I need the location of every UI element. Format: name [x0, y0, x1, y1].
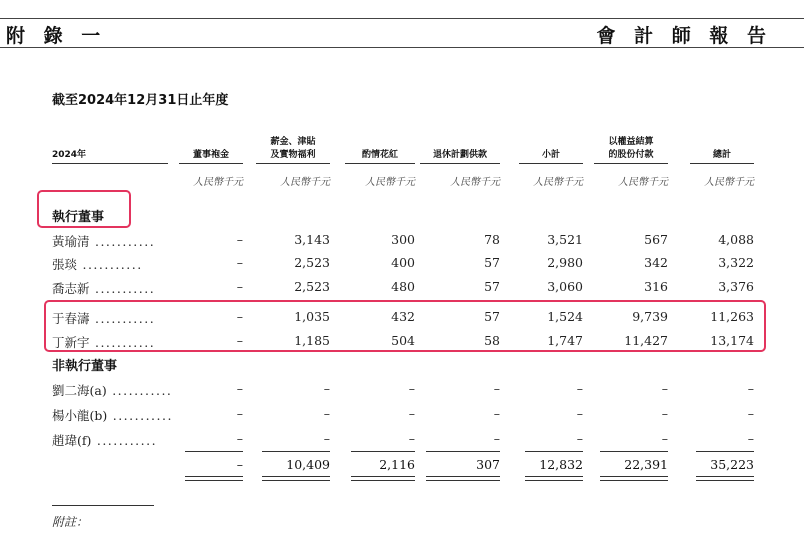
notes-label: 附註： [52, 515, 89, 529]
subtotal-rule [351, 451, 415, 452]
page-header [0, 18, 804, 48]
table-row [0, 406, 804, 426]
director-name-text: 楊小龍(b) [52, 408, 108, 423]
table-row [0, 232, 804, 252]
table-cell: – [236, 333, 243, 348]
appendix-label: 附 錄 一 [6, 25, 107, 47]
director-name-text: 劉二海(a) [52, 383, 107, 398]
table-cell: – [323, 406, 330, 421]
director-name [52, 232, 182, 250]
table-cell: 1,747 [547, 333, 583, 348]
unit-label: 人民幣千元 [618, 177, 668, 188]
total-double-rule [525, 476, 583, 481]
director-name-text: 趙瑋(f) [52, 433, 92, 448]
total-double-rule [600, 476, 668, 481]
table-cell: 57 [484, 279, 500, 294]
leader-dots: ........... [89, 234, 156, 249]
table-cell: 2,523 [294, 279, 330, 294]
director-name [52, 255, 182, 273]
leader-dots: ........... [91, 433, 158, 448]
subtotal-rule [525, 451, 583, 452]
table-cell: 3,143 [294, 232, 330, 247]
section-title: 執行董事 [52, 210, 105, 225]
notes-divider [52, 505, 154, 506]
table-cell: 316 [644, 279, 668, 294]
director-name-text: 黃瑜清 [52, 234, 90, 249]
table-cell: 57 [484, 255, 500, 270]
column-header: 董事袍金 [179, 149, 243, 164]
table-cell: – [576, 381, 583, 396]
highlight-box-section [37, 190, 131, 228]
column-header: 小計 [519, 149, 583, 164]
leader-dots: ........... [107, 408, 173, 423]
table-cell: 567 [644, 232, 668, 247]
table-cell: 2,980 [547, 255, 583, 270]
table-cell: – [576, 431, 583, 446]
table-cell: 3,322 [718, 255, 754, 270]
table-cell: 4,088 [718, 232, 754, 247]
unit-label: 人民幣千元 [704, 177, 754, 188]
table-cell: – [747, 381, 754, 396]
leader-dots: ........... [89, 311, 156, 326]
table-cell: – [236, 279, 243, 294]
subtotal-rule [426, 451, 500, 452]
table-row [0, 381, 804, 401]
unit-label: 人民幣千元 [280, 177, 330, 188]
year-column-header: 2024年 [52, 149, 168, 164]
table-cell: 432 [391, 309, 415, 324]
table-cell: 1,185 [294, 333, 330, 348]
table-cell: – [408, 431, 415, 446]
column-header: 薪金、津貼 及實物福利 [256, 136, 330, 164]
table-cell: – [323, 381, 330, 396]
table-cell: – [236, 255, 243, 270]
table-cell: – [661, 431, 668, 446]
unit-label: 人民幣千元 [193, 177, 243, 188]
table-cell: 300 [391, 232, 415, 247]
table-cell: 342 [644, 255, 668, 270]
table-cell: 2,523 [294, 255, 330, 270]
table-cell: 13,174 [710, 333, 754, 348]
unit-label: 人民幣千元 [365, 177, 415, 188]
table-cell: 504 [391, 333, 415, 348]
subtotal-rule [185, 451, 243, 452]
director-name [52, 431, 182, 449]
total-cell: 22,391 [624, 457, 668, 472]
subtotal-rule [600, 451, 668, 452]
table-cell: 3,521 [547, 232, 583, 247]
total-cell: – [236, 457, 243, 472]
director-name-text: 于春濤 [52, 311, 90, 326]
unit-label: 人民幣千元 [533, 177, 583, 188]
highlight-box-rows [44, 300, 766, 352]
table-row [0, 431, 804, 451]
table-cell: 400 [391, 255, 415, 270]
total-double-rule [262, 476, 330, 481]
table-cell: 11,427 [624, 333, 668, 348]
director-name [52, 406, 182, 424]
total-double-rule [351, 476, 415, 481]
table-cell: – [408, 381, 415, 396]
total-double-rule [696, 476, 754, 481]
unit-label: 人民幣千元 [450, 177, 500, 188]
table-cell: – [661, 406, 668, 421]
column-header: 退休計劃供款 [420, 149, 500, 164]
section-title: 非執行董事 [52, 359, 118, 374]
table-row [0, 279, 804, 299]
leader-dots: ........... [89, 335, 156, 350]
table-cell: – [576, 406, 583, 421]
table-cell: 9,739 [632, 309, 668, 324]
table-cell: – [236, 232, 243, 247]
table-cell: – [493, 381, 500, 396]
period-title: 截至2024年12月31日止年度 [52, 93, 229, 108]
column-header: 總計 [690, 149, 754, 164]
table-row [0, 255, 804, 275]
table-cell: 78 [484, 232, 500, 247]
table-cell: – [236, 381, 243, 396]
director-name-text: 丁新宇 [52, 335, 90, 350]
subtotal-rule [262, 451, 330, 452]
table-cell: 480 [391, 279, 415, 294]
table-cell: 11,263 [710, 309, 754, 324]
column-header: 酌情花紅 [345, 149, 415, 164]
table-cell: – [408, 406, 415, 421]
report-title: 會 計 師 報 告 [596, 25, 772, 47]
director-name-text: 張琰 [52, 257, 78, 272]
director-name-text: 喬志新 [52, 281, 90, 296]
table-cell: 3,376 [718, 279, 754, 294]
table-cell: – [323, 431, 330, 446]
table-cell: – [747, 406, 754, 421]
total-cell: 12,832 [539, 457, 583, 472]
total-double-rule [426, 476, 500, 481]
leader-dots: ........... [77, 257, 143, 272]
subtotal-rule [696, 451, 754, 452]
total-cell: 10,409 [286, 457, 330, 472]
table-cell: 58 [484, 333, 500, 348]
table-cell: 1,524 [547, 309, 583, 324]
total-cell: 2,116 [379, 457, 415, 472]
table-cell: 3,060 [547, 279, 583, 294]
director-name [52, 279, 182, 297]
table-cell: – [236, 431, 243, 446]
table-cell: – [493, 431, 500, 446]
total-cell: 307 [476, 457, 500, 472]
table-cell: – [747, 431, 754, 446]
table-cell: – [236, 309, 243, 324]
table-cell: 57 [484, 309, 500, 324]
table-cell: – [661, 381, 668, 396]
director-name [52, 381, 182, 399]
column-header: 以權益結算 的股份付款 [594, 136, 668, 164]
table-cell: 1,035 [294, 309, 330, 324]
total-cell: 35,223 [710, 457, 754, 472]
leader-dots: ........... [106, 383, 173, 398]
total-double-rule [185, 476, 243, 481]
table-cell: – [236, 406, 243, 421]
table-cell: – [493, 406, 500, 421]
leader-dots: ........... [89, 281, 156, 296]
